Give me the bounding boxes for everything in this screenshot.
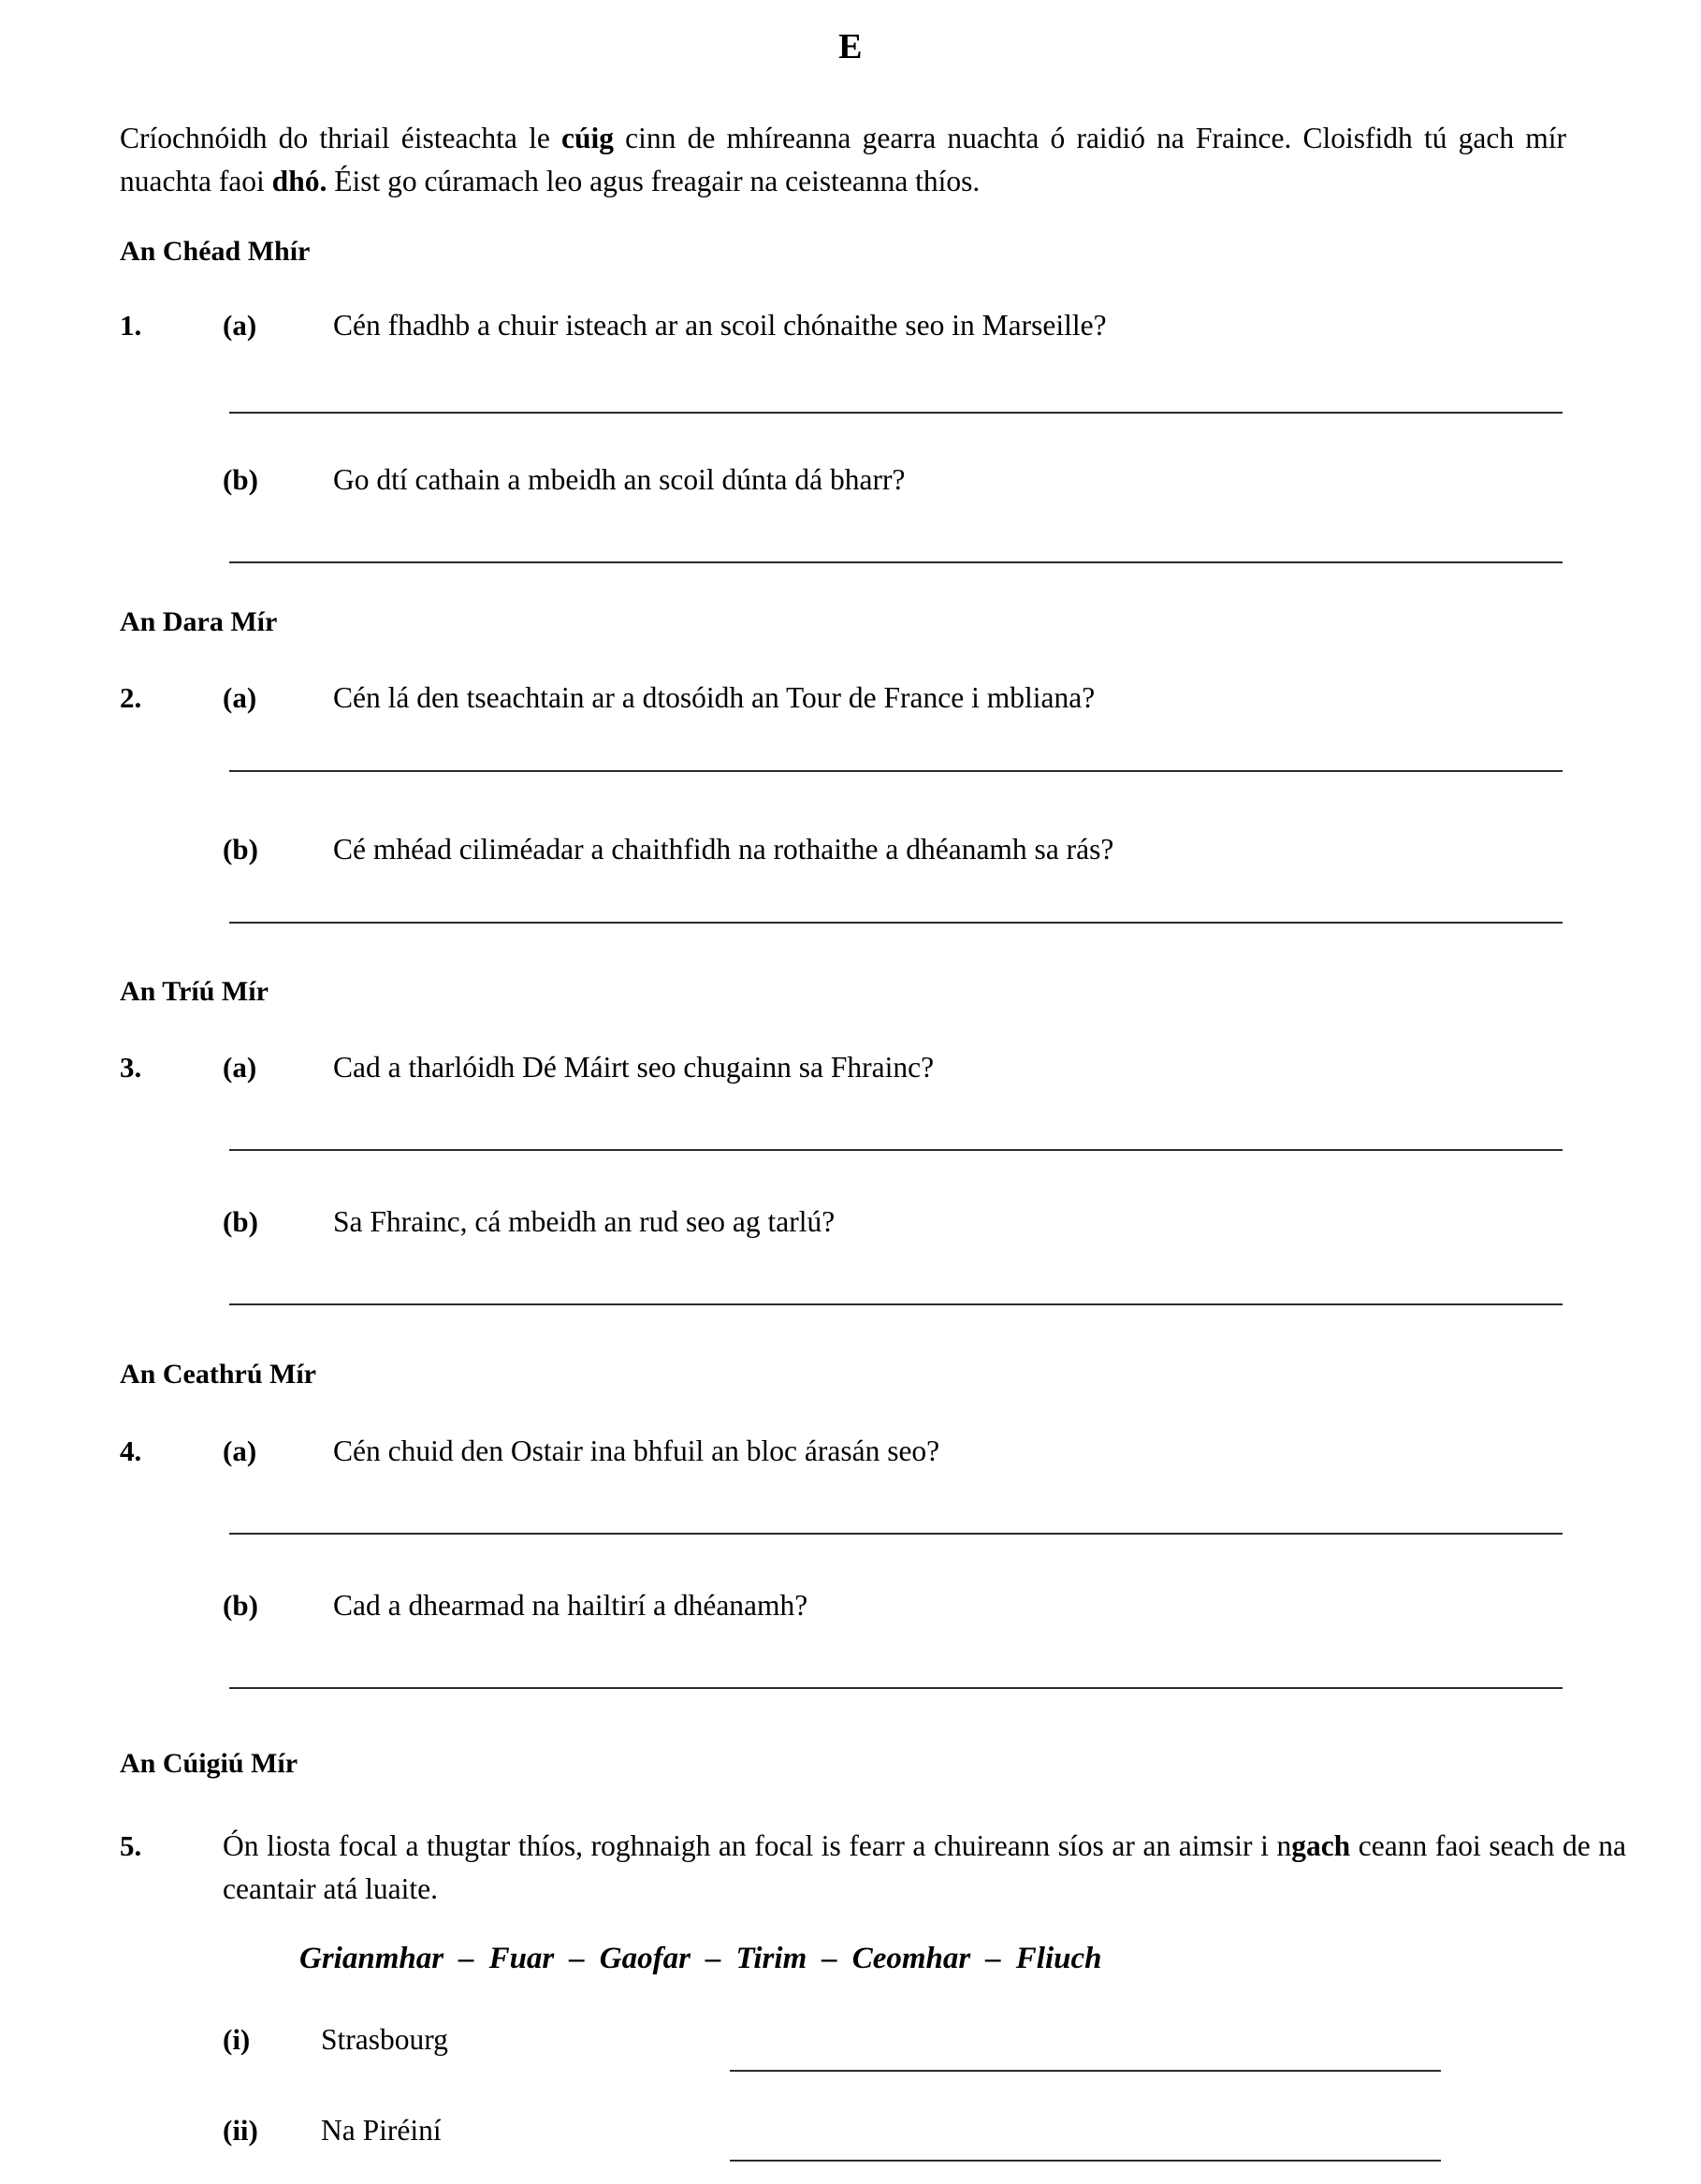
subitem-text-ii: Na Piréiní xyxy=(321,2114,442,2147)
word-bank-item-5: Fliuch xyxy=(1015,1942,1102,1975)
question-text-3a: Cad a tharlóidh Dé Máirt seo chugainn sa Fhrainc? xyxy=(333,1051,935,1084)
answer-line-4a[interactable] xyxy=(229,1533,1563,1535)
intro-text-1: Críochnóidh do thriail éisteachta le xyxy=(120,122,561,154)
question-text-4a: Cén chuid den Ostair ina bhfuil an bloc árasán seo? xyxy=(333,1434,940,1467)
q5-text-1: Ón liosta focal a thugtar thíos, roghnaigh an focal is fearr a chuireann síos ar an aimsir i n xyxy=(223,1829,1292,1862)
intro-text-3: Éist go cúramach leo agus freagair na ceisteanna thíos. xyxy=(327,165,981,197)
section-heading-1: An Chéad Mhír xyxy=(120,236,311,267)
part-label-4b: (b) xyxy=(223,1589,258,1622)
intro-text-2: cinn de mhíreanna gearra nuachta ó raidió na Fraince. Cloisfidh tú gach mír nuachta faoi xyxy=(120,122,1566,197)
section-heading-4: An Ceathrú Mír xyxy=(120,1359,316,1390)
word-bank-item-3: Tirim xyxy=(735,1942,807,1975)
question-number-3: 3. xyxy=(120,1051,142,1084)
answer-line-ii[interactable] xyxy=(730,2160,1441,2162)
word-bank-item-0: Grianmhar xyxy=(299,1942,444,1975)
word-bank-separator-3: – xyxy=(821,1942,837,1975)
answer-line-2a[interactable] xyxy=(229,770,1563,772)
section-heading-2: An Dara Mír xyxy=(120,606,278,637)
word-bank-item-4: Ceomhar xyxy=(851,1942,971,1975)
subitem-label-ii: (ii) xyxy=(223,2114,258,2147)
subitem-text-i: Strasbourg xyxy=(321,2023,448,2056)
word-bank-separator-0: – xyxy=(458,1942,474,1975)
part-label-2a: (a) xyxy=(223,681,257,714)
question-text-5 xyxy=(223,1825,1626,1911)
part-label-4a: (a) xyxy=(223,1434,257,1467)
question-number-5: 5. xyxy=(120,1829,142,1862)
answer-line-1a[interactable] xyxy=(229,412,1563,414)
subitem-label-i: (i) xyxy=(223,2023,251,2056)
intro-paragraph xyxy=(120,117,1566,203)
question-number-4: 4. xyxy=(120,1434,142,1467)
part-label-3b: (b) xyxy=(223,1205,258,1238)
question-number-2: 2. xyxy=(120,681,142,714)
word-bank-separator-4: – xyxy=(985,1942,1001,1975)
question-text-2a: Cén lá den tseachtain ar a dtosóidh an Tour de France i mbliana? xyxy=(333,681,1096,714)
answer-line-1b[interactable] xyxy=(229,561,1563,563)
word-bank-item-2: Gaofar xyxy=(599,1942,691,1975)
word-bank-separator-2: – xyxy=(705,1942,721,1975)
answer-line-2b[interactable] xyxy=(229,922,1563,924)
part-label-1a: (a) xyxy=(223,309,257,342)
q5-text-2: ceann faoi seach de na ceantair atá luaite. xyxy=(223,1829,1626,1905)
question-number-1: 1. xyxy=(120,309,142,342)
answer-line-i[interactable] xyxy=(730,2070,1441,2072)
part-label-2b: (b) xyxy=(223,833,258,866)
word-bank-separator-1: – xyxy=(569,1942,585,1975)
word-bank-item-1: Fuar xyxy=(488,1942,555,1975)
part-label-1b: (b) xyxy=(223,463,258,496)
intro-bold-cuig: cúig xyxy=(560,122,614,154)
answer-line-3b[interactable] xyxy=(229,1303,1563,1305)
question-text-2b: Cé mhéad ciliméadar a chaithfidh na rothaithe a dhéanamh sa rás? xyxy=(333,833,1114,866)
answer-line-3a[interactable] xyxy=(229,1149,1563,1151)
q5-bold-gach: gach xyxy=(1291,1829,1351,1862)
section-heading-5: An Cúigiú Mír xyxy=(120,1748,298,1779)
question-text-3b: Sa Fhrainc, cá mbeidh an rud seo ag tarlú? xyxy=(333,1205,836,1238)
part-label-3a: (a) xyxy=(223,1051,257,1084)
answer-line-4b[interactable] xyxy=(229,1687,1563,1689)
intro-bold-dho: dhó. xyxy=(271,165,327,197)
question-text-1a: Cén fhadhb a chuir isteach ar an scoil chónaithe seo in Marseille? xyxy=(333,309,1107,342)
page-title: E xyxy=(838,27,863,66)
question-text-4b: Cad a dhearmad na hailtirí a dhéanamh? xyxy=(333,1589,808,1622)
word-bank xyxy=(299,1942,1516,1976)
question-text-1b: Go dtí cathain a mbeidh an scoil dúnta dá bharr? xyxy=(333,463,906,496)
section-heading-3: An Tríú Mír xyxy=(120,976,269,1007)
